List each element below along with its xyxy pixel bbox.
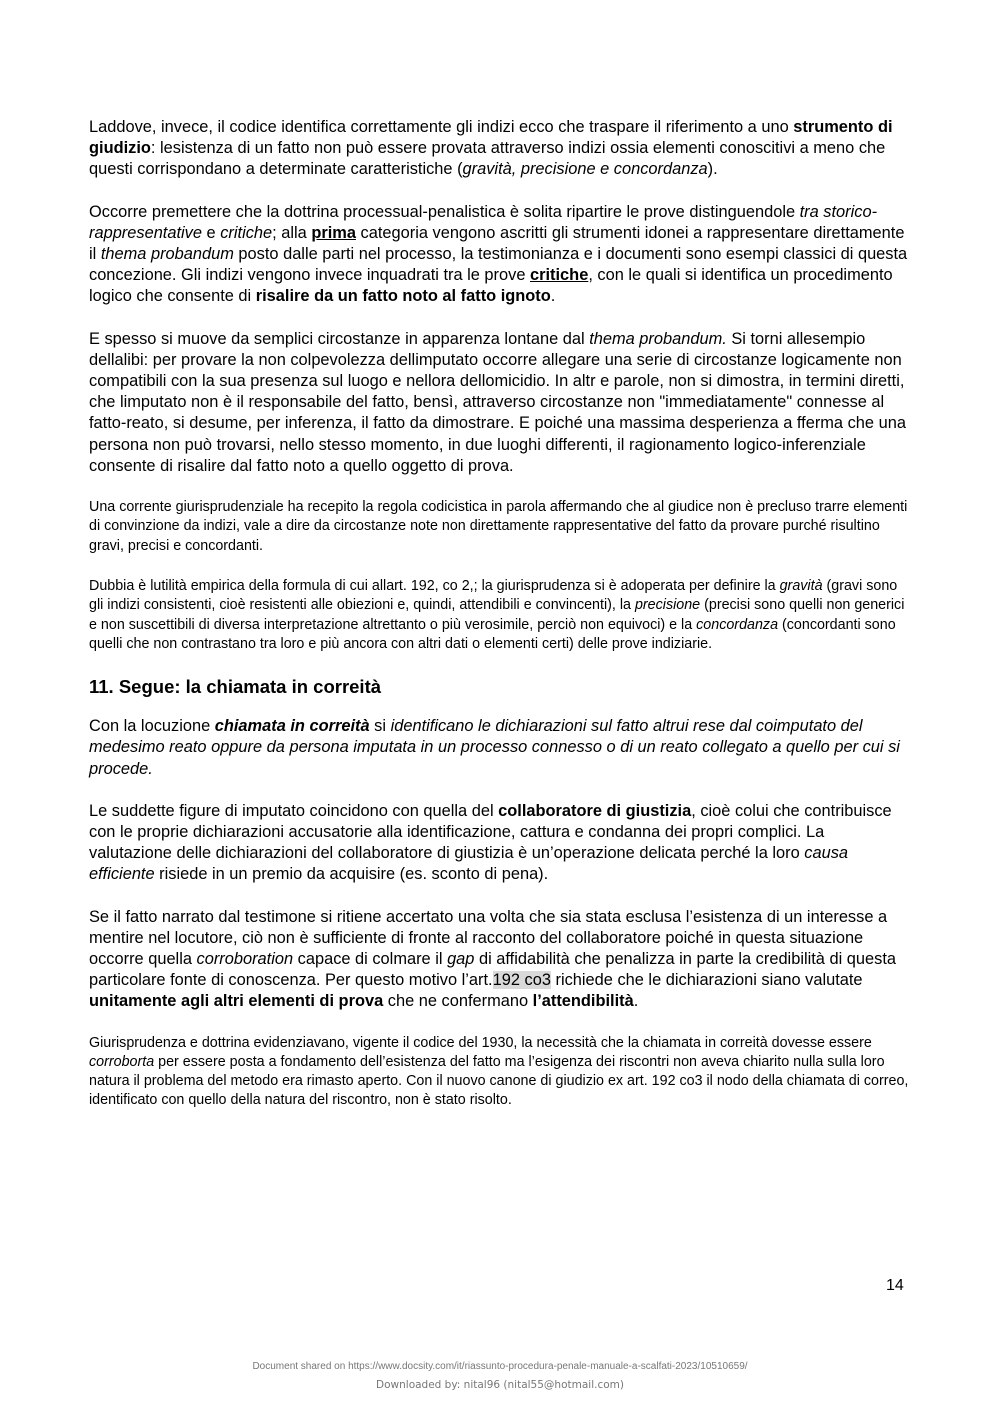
bold-text: unitamente agli altri elementi di prova	[89, 992, 384, 1011]
text: categoria vengono ascritti gli strumenti idonei a rappresentare direttamente il	[89, 223, 905, 264]
text: Con la locuzione	[89, 717, 215, 736]
bold-italic-text: chiamata in correità	[214, 717, 370, 736]
text: richiede che le dichiarazioni siano valutate	[550, 971, 863, 990]
paragraph-giurisprudenza	[89, 498, 911, 556]
paragraph-alibi	[89, 329, 911, 477]
document-body	[89, 117, 911, 1132]
text: Occorre premettere che la dottrina processual-penalistica è solita ripartire le prove distinguendole	[89, 202, 800, 221]
text: risiede in un premio da acquisire (es. sconto di pena).	[154, 865, 549, 884]
italic-text: thema probandum.	[589, 329, 727, 348]
italic-text: gravità	[779, 577, 823, 594]
italic-text: thema probandum	[100, 245, 234, 264]
text: Dubbia è lutilità empirica della formula di cui allart. 192, co 2,; la giurisprudenza si è adoperata per definire la	[89, 577, 780, 594]
italic-text: gravità, precisione e concordanza	[462, 160, 708, 179]
italic-text: corroborta	[89, 1053, 155, 1070]
page-number: 14	[886, 1277, 904, 1294]
paragraph-definizione-chiamata	[89, 716, 911, 780]
paragraph-indizi-strumento	[89, 117, 911, 181]
text: e	[201, 223, 221, 242]
bold-text: collaboratore di giustizia	[498, 801, 692, 820]
text: ).	[707, 160, 718, 179]
bold-text: l’attendibilità	[532, 992, 634, 1011]
bold-underlined-text: prima	[311, 223, 356, 242]
text: di affidabilità che penalizza in parte la credibilità di questa particolare fonte di conoscenza. Per questo motivo l’art.	[89, 949, 896, 990]
text: ; alla	[272, 223, 312, 242]
text: .	[550, 287, 556, 306]
text: Si torni allesempio dellalibi: per provare la non colpevolezza dellimputato occorre allegare una serie di circostanze logicamente non compatibili con la sua presenza sul luogo e nellora dellomicidio. In altr e parole, non si dimostra, in termini diretti, che limputato non è il responsabile del fatto, bensì, attraverso circostanze non "immediatamente" connesse al fatto-reato, si desume, per inferenza, il fatto da dimostrare. E poiché una massima desperienza a fferma che una persona non può trovarsi, nello stesso momento, in due luoghi differenti, il ragionamento logico-inferenziale consente di risalire dal fatto noto a quello oggetto di prova.	[89, 329, 906, 475]
bold-text: strumento di giudizio	[89, 118, 893, 158]
text: Laddove, invece, il codice identifica correttamente gli indizi ecco che traspare il riferimento a uno	[89, 118, 794, 136]
text: (gravi sono gli indizi consistenti, cioè resistenti alle obiezioni e, quindi, attendibili e convincenti), la	[89, 577, 898, 614]
paragraph-corroboration	[89, 907, 911, 1013]
text: si	[369, 717, 391, 736]
section-heading: 11. Segue: la chiamata in correità	[89, 676, 382, 698]
paragraph-codice-1930	[89, 1034, 911, 1111]
text: che ne confermano	[383, 992, 533, 1011]
text: Giurisprudenza e dottrina evidenziavano, vigente il codice del 1930, la necessità che la chiamata in correità dovesse essere	[89, 1034, 872, 1051]
italic-text: concordanza	[696, 616, 779, 633]
text: : lesistenza di un fatto non può essere provata attraverso indizi ossia elementi conoscitivi a meno che questi corrispondano a determinate caratteristiche (	[89, 139, 886, 179]
bold-underlined-text: critiche	[530, 266, 589, 285]
text: capace di colmare il	[293, 949, 448, 968]
italic-text: corroboration	[196, 949, 294, 968]
text: (concordanti sono quelli che non contrastano tra loro e più ancora con altri dati o elementi certi) delle prove indiziarie.	[89, 616, 896, 652]
text: per essere posta a fondamento dell’esistenza del fatto ma l’esigenza dei riscontri non aveva chiarito nulla sulla loro natura il problema del metodo era rimasto aperto. Con il nuovo canone di giudizio ex art. 192 co3 il nodo della chiamata di correo, identificato con quello della natura del riscontro, non è stato risolto.	[89, 1053, 909, 1109]
bold-text: risalire da un fatto noto al fatto ignoto	[255, 287, 551, 306]
italic-text: tra storico-rappresentative	[89, 202, 878, 242]
highlighted-text: 192 co3	[492, 971, 551, 990]
paragraph-utilita-formula	[89, 577, 911, 654]
text: Se il fatto narrato dal testimone si ritiene accertato una volta che sia stata esclusa l’esistenza di un interesse a mentire nel locutore, ciò non è sufficiente di fronte al racconto del collaboratore poiché in questa situazione occorre quella	[89, 907, 888, 968]
text: , con le quali si identifica un procedimento logico che consente di	[89, 266, 893, 306]
text: E spesso si muove da semplici circostanze in apparenza lontane dal	[89, 329, 590, 348]
text: , cioè colui che contribuisce con le proprie dichiarazioni accusatorie alla identificazione, cattura e condanna dei propri complici. La valutazione delle dichiarazioni del collaboratore di giustizia è un’operazione delicata perché la loro	[89, 801, 892, 863]
italic-text: identificano le dichiarazioni sul fatto altrui rese dal coimputato del medesimo reato oppure da persona imputata in un processo connesso o di un reato collegato a quello per cui si procede.	[89, 717, 900, 778]
footer-shared-link: Document shared on https://www.docsity.com/it/riassunto-procedura-penale-manuale-a-scalfati-2023/10510659/	[252, 1361, 748, 1372]
text: Una corrente giurisprudenziale ha recepito la regola codicistica in parola affermando che al giudice non è precluso trarre elementi di convinzione da indizi, vale a dire da circostanze note non direttamente rappresentative del fatto da provare purché risultino gravi, precisi e concordanti.	[89, 499, 908, 554]
text: Le suddette figure di imputato coincidono con quella del	[89, 801, 499, 820]
italic-text: precisione	[634, 597, 701, 614]
paragraph-prove-critiche	[89, 202, 911, 308]
text: posto dalle parti nel processo, la testimonianza e i documenti sono esempi classici di questa concezione. Gli indizi vengono invece inquadrati tra le prove	[89, 245, 908, 285]
paragraph-collaboratore	[89, 801, 911, 886]
italic-text: gap	[447, 949, 475, 968]
italic-text: critiche	[220, 223, 273, 242]
footer-downloaded-by: Downloaded by: nital96 (nital55@hotmail.com)	[376, 1379, 624, 1391]
text: (precisi sono quelli non generici e non suscettibili di diversa interpretazione altrettanto o più verosimile, perciò non equivoci) e la	[89, 597, 905, 633]
text: .	[633, 992, 639, 1011]
italic-text: causa efficiente	[89, 844, 849, 884]
